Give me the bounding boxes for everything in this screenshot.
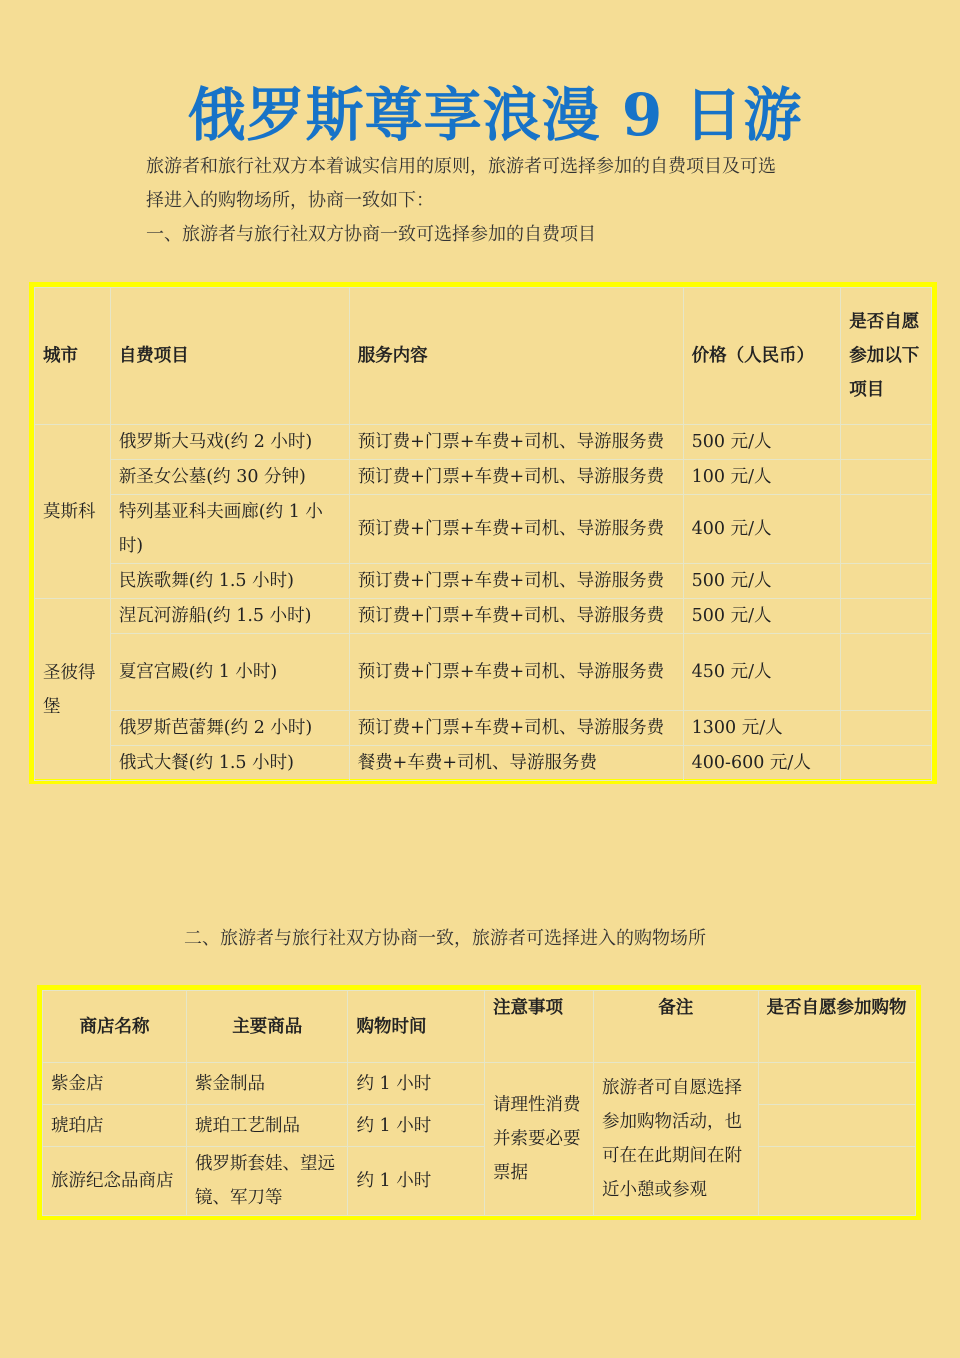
optin-cell[interactable] <box>758 1063 915 1105</box>
header-optin: 是否自愿参加以下项目 <box>841 288 932 425</box>
item-cell: 特列基亚科夫画廊(约 1 小时) <box>110 495 349 564</box>
shopping-places-table <box>42 990 916 1216</box>
header-shop: 商店名称 <box>43 991 187 1063</box>
remark-cell <box>594 1063 759 1216</box>
service-cell: 预订费+门票+车费+司机、导游服务费 <box>349 599 683 634</box>
header-price: 价格（人民币） <box>683 288 841 425</box>
header-remark: 备注 <box>594 991 759 1063</box>
shop-cell: 旅游纪念品商店 <box>43 1147 187 1216</box>
shop-cell: 紫金店 <box>43 1063 187 1105</box>
header-item: 自费项目 <box>110 288 349 425</box>
table-row <box>35 746 932 781</box>
page-title: 俄罗斯尊享浪漫 9 日游 <box>187 81 803 149</box>
header-time: 购物时间 <box>348 991 485 1063</box>
goods-cell: 紫金制品 <box>186 1063 348 1105</box>
item-cell: 民族歌舞(约 1.5 小时) <box>110 564 349 599</box>
time-cell: 约 1 小时 <box>348 1063 485 1105</box>
header-service: 服务内容 <box>349 288 683 425</box>
section2-heading: 二、旅游者与旅行社双方协商一致，旅游者可选择进入的购物场所 <box>184 928 706 949</box>
price-cell: 500 元/人 <box>683 564 841 599</box>
intro-line-2: 择进入的购物场所，协商一致如下： <box>146 190 434 211</box>
time-cell: 约 1 小时 <box>348 1147 485 1216</box>
table-row <box>35 564 932 599</box>
price-cell: 500 元/人 <box>683 425 841 460</box>
table-row <box>35 460 932 495</box>
table-row <box>35 711 932 746</box>
city-cell: 莫斯科 <box>35 425 111 599</box>
intro-text <box>146 150 836 252</box>
service-cell: 预订费+门票+车费+司机、导游服务费 <box>349 425 683 460</box>
table-row <box>43 1147 916 1216</box>
table-row <box>35 634 932 711</box>
table-row <box>43 1063 916 1105</box>
item-cell: 新圣女公墓(约 30 分钟) <box>110 460 349 495</box>
price-cell: 400 元/人 <box>683 495 841 564</box>
goods-cell: 琥珀工艺制品 <box>186 1105 348 1147</box>
optin-cell[interactable] <box>841 425 932 460</box>
table-row <box>35 599 932 634</box>
optin-cell[interactable] <box>758 1147 915 1216</box>
table1-header-row <box>35 288 932 425</box>
item-cell: 俄式大餐(约 1.5 小时) <box>110 746 349 781</box>
service-cell: 预订费+门票+车费+司机、导游服务费 <box>349 634 683 711</box>
header-goods: 主要商品 <box>186 991 348 1063</box>
service-cell: 预订费+门票+车费+司机、导游服务费 <box>349 495 683 564</box>
price-cell: 1300 元/人 <box>683 711 841 746</box>
optional-activities-table <box>34 287 932 781</box>
optin-cell[interactable] <box>841 599 932 634</box>
shop-cell: 琥珀店 <box>43 1105 187 1147</box>
table-row <box>43 1105 916 1147</box>
optin-cell[interactable] <box>841 460 932 495</box>
price-cell: 450 元/人 <box>683 634 841 711</box>
item-cell: 俄罗斯大马戏(约 2 小时) <box>110 425 349 460</box>
table-row <box>35 425 932 460</box>
optin-cell[interactable] <box>758 1105 915 1147</box>
intro-line-1: 旅游者和旅行社双方本着诚实信用的原则，旅游者可选择参加的自费项目及可选 <box>146 156 776 177</box>
service-cell: 预订费+门票+车费+司机、导游服务费 <box>349 711 683 746</box>
table-row <box>35 495 932 564</box>
price-cell: 400-600 元/人 <box>683 746 841 781</box>
item-cell: 涅瓦河游船(约 1.5 小时) <box>110 599 349 634</box>
time-cell: 约 1 小时 <box>348 1105 485 1147</box>
item-cell: 夏宫宫殿(约 1 小时) <box>110 634 349 711</box>
price-cell: 500 元/人 <box>683 599 841 634</box>
table2-header-row <box>43 991 916 1063</box>
service-cell: 餐费+车费+司机、导游服务费 <box>349 746 683 781</box>
optin-cell[interactable] <box>841 634 932 711</box>
notice-text: 请理性消费并索要必要票据 <box>493 1095 581 1183</box>
price-cell: 100 元/人 <box>683 460 841 495</box>
header-notice: 注意事项 <box>485 991 594 1063</box>
service-cell: 预订费+门票+车费+司机、导游服务费 <box>349 460 683 495</box>
optin-cell[interactable] <box>841 711 932 746</box>
remark-text: 旅游者可自愿选择参加购物活动，也可在在此期间在附近小憩或参观 <box>602 1078 743 1200</box>
section1-heading: 一、旅游者与旅行社双方协商一致可选择参加的自费项目 <box>146 224 596 245</box>
goods-cell: 俄罗斯套娃、望远镜、军刀等 <box>186 1147 348 1216</box>
service-cell: 预订费+门票+车费+司机、导游服务费 <box>349 564 683 599</box>
optin-cell[interactable] <box>841 746 932 781</box>
city-cell: 圣彼得堡 <box>35 599 111 781</box>
optin-cell[interactable] <box>841 564 932 599</box>
header-city: 城市 <box>35 288 111 425</box>
header-optin: 是否自愿参加购物 <box>758 991 915 1063</box>
notice-cell <box>485 1063 594 1216</box>
item-cell: 俄罗斯芭蕾舞(约 2 小时) <box>110 711 349 746</box>
optin-cell[interactable] <box>841 495 932 564</box>
